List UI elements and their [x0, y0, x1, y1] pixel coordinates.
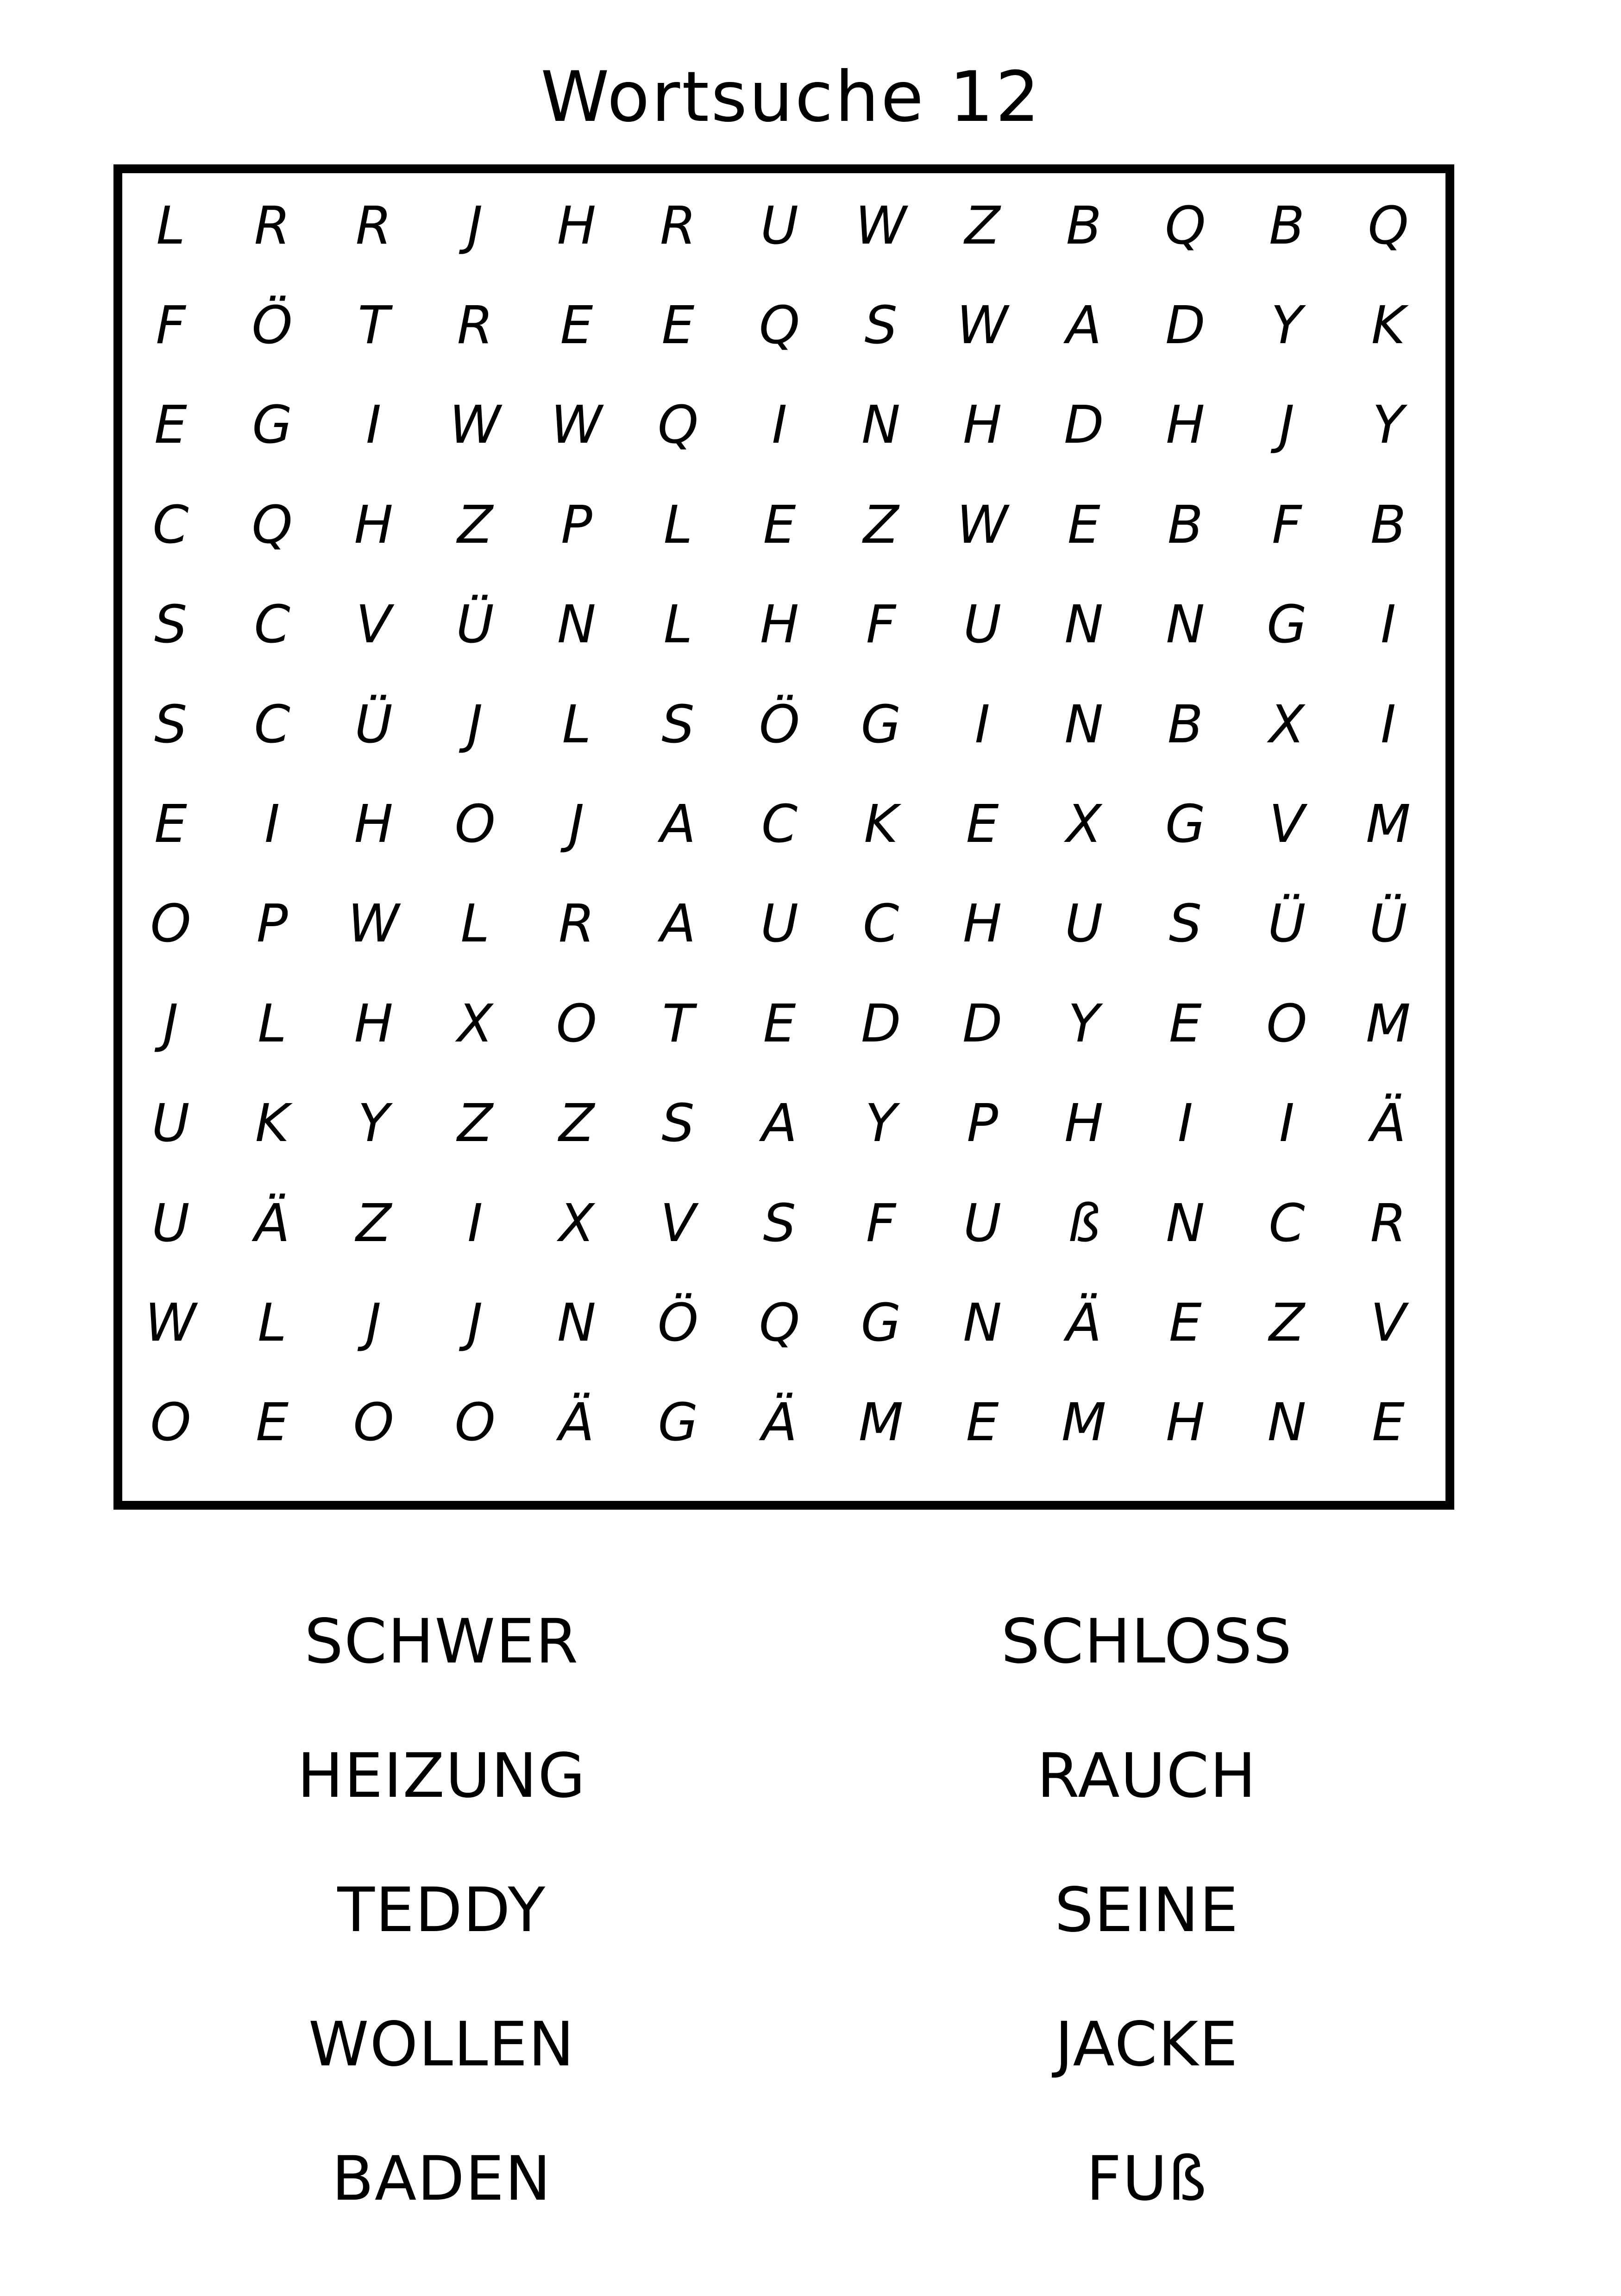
grid-letter: U — [760, 894, 798, 954]
grid-letter: G — [252, 395, 292, 456]
word-list-item: JACKE — [1055, 2009, 1239, 2080]
grid-letter: Z — [559, 1093, 595, 1154]
grid-letter: P — [561, 495, 592, 555]
grid-letter: X — [457, 993, 493, 1054]
grid-letter: H — [557, 195, 596, 256]
grid-letter: N — [557, 595, 596, 655]
grid-letter: Q — [759, 1292, 800, 1353]
grid-letter: A — [660, 894, 696, 954]
grid-letter: H — [1064, 1093, 1104, 1154]
grid-letter: B — [1066, 195, 1102, 256]
word-list-item: WOLLEN — [308, 2009, 575, 2080]
grid-letter: C — [761, 794, 798, 854]
grid-letter: E — [154, 794, 187, 854]
grid-letter: G — [861, 694, 901, 755]
grid-letter: B — [1370, 495, 1406, 555]
word-list-item: HEIZUNG — [297, 1740, 586, 1812]
word-list-item: TEDDY — [337, 1875, 547, 1946]
grid-letter: E — [966, 794, 999, 854]
grid-letter: U — [963, 1193, 1002, 1254]
grid-letter: I — [264, 794, 280, 854]
grid-letter: U — [151, 1193, 190, 1254]
grid-letter: Z — [964, 195, 1000, 256]
grid-letter: M — [858, 1393, 904, 1453]
word-list-item: RAUCH — [1037, 1740, 1257, 1812]
grid-letter: L — [258, 1292, 287, 1353]
grid-letter: I — [467, 1193, 483, 1254]
grid-letter: V — [1269, 794, 1305, 854]
grid-letter: B — [1269, 195, 1305, 256]
grid-letter: A — [761, 1093, 798, 1154]
grid-letter: M — [1366, 993, 1411, 1054]
grid-letter: D — [1165, 295, 1206, 356]
grid-letter: N — [1064, 595, 1104, 655]
grid-letter: J — [467, 195, 483, 256]
grid-letter: B — [1167, 495, 1203, 555]
grid-letter: I — [1279, 1093, 1294, 1154]
grid-letter: F — [1272, 495, 1302, 555]
grid-letter: Ü — [1268, 894, 1306, 954]
grid-letter: ß — [1067, 1193, 1100, 1254]
grid-letter: U — [760, 195, 798, 256]
grid-letter: S — [154, 694, 188, 755]
grid-letter: Ö — [251, 295, 293, 356]
grid-letter: B — [1167, 694, 1203, 755]
grid-letter: K — [255, 1093, 289, 1154]
grid-letter: S — [864, 295, 898, 356]
grid-letter: E — [154, 395, 187, 456]
grid-letter: J — [163, 993, 179, 1054]
word-list-item: BADEN — [332, 2143, 552, 2214]
grid-letter: A — [1066, 295, 1102, 356]
grid-letter: S — [154, 595, 188, 655]
grid-letter: H — [354, 495, 393, 555]
grid-letter: Q — [657, 395, 698, 456]
grid-letter: W — [855, 195, 907, 256]
grid-letter: H — [1166, 395, 1205, 456]
grid-letter: Q — [251, 495, 293, 555]
grid-letter: C — [254, 595, 290, 655]
grid-letter: Z — [356, 1193, 392, 1254]
grid-letter: W — [551, 395, 603, 456]
grid-letter: Z — [457, 495, 493, 555]
grid-letter: C — [1269, 1193, 1305, 1254]
grid-letter: G — [658, 1393, 698, 1453]
grid-letter: Ö — [657, 1292, 698, 1353]
grid-letter: X — [559, 1193, 595, 1254]
grid-letter: Y — [358, 1093, 390, 1154]
grid-letter: O — [150, 894, 191, 954]
page-title: Wortsuche 12 — [540, 57, 1042, 138]
grid-letter: R — [1370, 1193, 1407, 1254]
grid-letter: F — [866, 1193, 896, 1254]
grid-letter: Ä — [1370, 1093, 1406, 1154]
word-list-item: FUß — [1086, 2143, 1208, 2214]
word-list — [113, 1575, 1454, 2246]
grid-letter: Ä — [761, 1393, 798, 1453]
grid-letter: X — [1066, 794, 1102, 854]
grid-letter: S — [1169, 894, 1202, 954]
grid-letter: S — [763, 1193, 796, 1254]
grid-letter: N — [1064, 694, 1104, 755]
grid-letter: G — [1165, 794, 1206, 854]
grid-letter: Ä — [1066, 1292, 1102, 1353]
grid-letter: H — [1166, 1393, 1205, 1453]
grid-letter: E — [1067, 495, 1100, 555]
grid-letter: N — [963, 1292, 1002, 1353]
grid-letter: R — [558, 894, 595, 954]
grid-letter: M — [1061, 1393, 1106, 1453]
grid-letter: T — [662, 993, 694, 1054]
grid-letter: J — [467, 694, 483, 755]
grid-letter: N — [1166, 1193, 1205, 1254]
grid-letter: F — [156, 295, 186, 356]
grid-letter: Z — [1269, 1292, 1305, 1353]
grid-letter: H — [354, 993, 393, 1054]
word-list-item: SCHWER — [304, 1606, 579, 1677]
grid-letter: Z — [863, 495, 899, 555]
grid-letter: O — [353, 1393, 394, 1453]
grid-letter: N — [557, 1292, 596, 1353]
grid-letter: O — [454, 794, 496, 854]
grid-letter: O — [556, 993, 597, 1054]
word-list-item: SEINE — [1055, 1875, 1239, 1946]
grid-letter: V — [356, 595, 391, 655]
grid-letter: K — [864, 794, 898, 854]
grid-letter: I — [1380, 694, 1396, 755]
grid-letter: W — [956, 295, 1008, 356]
grid-letter: H — [963, 894, 1002, 954]
grid-letter: S — [661, 1093, 695, 1154]
grid-letter: E — [1372, 1393, 1405, 1453]
grid-letter: I — [974, 694, 990, 755]
grid-letter: Q — [1165, 195, 1206, 256]
grid-letter: E — [1169, 993, 1202, 1054]
grid-letter: T — [358, 295, 390, 356]
grid-letter: R — [457, 295, 493, 356]
grid-letter: Ä — [254, 1193, 290, 1254]
grid-letter: V — [1370, 1292, 1406, 1353]
grid-letter: P — [967, 1093, 998, 1154]
grid-letter: Ü — [456, 595, 494, 655]
grid-letter: C — [254, 694, 290, 755]
grid-letter: A — [660, 794, 696, 854]
grid-letter: K — [1371, 295, 1406, 356]
grid-letter: F — [866, 595, 896, 655]
grid-letter: I — [1380, 595, 1396, 655]
grid-letter: Ü — [1369, 894, 1407, 954]
grid-letter: E — [1169, 1292, 1202, 1353]
grid-letter: W — [449, 395, 501, 456]
grid-letter: Q — [759, 295, 800, 356]
grid-letter: R — [660, 195, 696, 256]
grid-letter: D — [962, 993, 1003, 1054]
grid-letter: Y — [1068, 993, 1100, 1054]
grid-letter: V — [660, 1193, 696, 1254]
letter-grid — [120, 176, 1439, 1473]
grid-letter: D — [861, 993, 901, 1054]
grid-letter: U — [151, 1093, 190, 1154]
grid-letter: W — [348, 894, 400, 954]
grid-letter: L — [156, 195, 185, 256]
grid-letter: R — [254, 195, 290, 256]
grid-letter: L — [562, 694, 591, 755]
grid-letter: L — [258, 993, 287, 1054]
grid-letter: J — [467, 1292, 483, 1353]
grid-letter: L — [460, 894, 490, 954]
grid-letter: E — [560, 295, 593, 356]
word-list-item: SCHLOSS — [1001, 1606, 1293, 1677]
grid-letter: H — [963, 395, 1002, 456]
grid-letter: D — [1064, 395, 1104, 456]
grid-letter: E — [763, 993, 796, 1054]
grid-letter: J — [569, 794, 584, 854]
grid-letter: L — [663, 595, 693, 655]
grid-letter: N — [1267, 1393, 1307, 1453]
grid-letter: W — [145, 1292, 196, 1353]
grid-letter: G — [1266, 595, 1307, 655]
grid-letter: E — [256, 1393, 289, 1453]
grid-letter: Y — [865, 1093, 897, 1154]
grid-letter: C — [152, 495, 189, 555]
grid-letter: N — [1166, 595, 1205, 655]
grid-letter: Y — [1372, 395, 1404, 456]
grid-letter: Ö — [759, 694, 800, 755]
grid-letter: E — [763, 495, 796, 555]
grid-letter: C — [862, 894, 899, 954]
grid-letter: G — [861, 1292, 901, 1353]
grid-letter: R — [355, 195, 392, 256]
grid-letter: Q — [1368, 195, 1409, 256]
grid-letter: O — [1266, 993, 1307, 1054]
grid-letter: N — [861, 395, 900, 456]
grid-letter: P — [256, 894, 288, 954]
grid-letter: J — [1279, 395, 1294, 456]
grid-letter: M — [1366, 794, 1411, 854]
grid-letter: W — [956, 495, 1008, 555]
grid-letter: Ä — [559, 1393, 595, 1453]
grid-letter: U — [963, 595, 1002, 655]
grid-letter: E — [966, 1393, 999, 1453]
grid-letter: L — [663, 495, 693, 555]
grid-letter: J — [366, 1292, 382, 1353]
grid-letter: S — [661, 694, 695, 755]
grid-letter: Z — [457, 1093, 493, 1154]
grid-letter: Y — [1271, 295, 1303, 356]
grid-letter: H — [354, 794, 393, 854]
grid-letter: E — [661, 295, 695, 356]
grid-letter: I — [772, 395, 787, 456]
grid-letter: I — [1177, 1093, 1193, 1154]
grid-letter: H — [760, 595, 799, 655]
grid-letter: O — [454, 1393, 496, 1453]
grid-letter: O — [150, 1393, 191, 1453]
grid-letter: I — [366, 395, 382, 456]
grid-letter: U — [1065, 894, 1103, 954]
grid-letter: Ü — [354, 694, 393, 755]
grid-letter: X — [1269, 694, 1305, 755]
